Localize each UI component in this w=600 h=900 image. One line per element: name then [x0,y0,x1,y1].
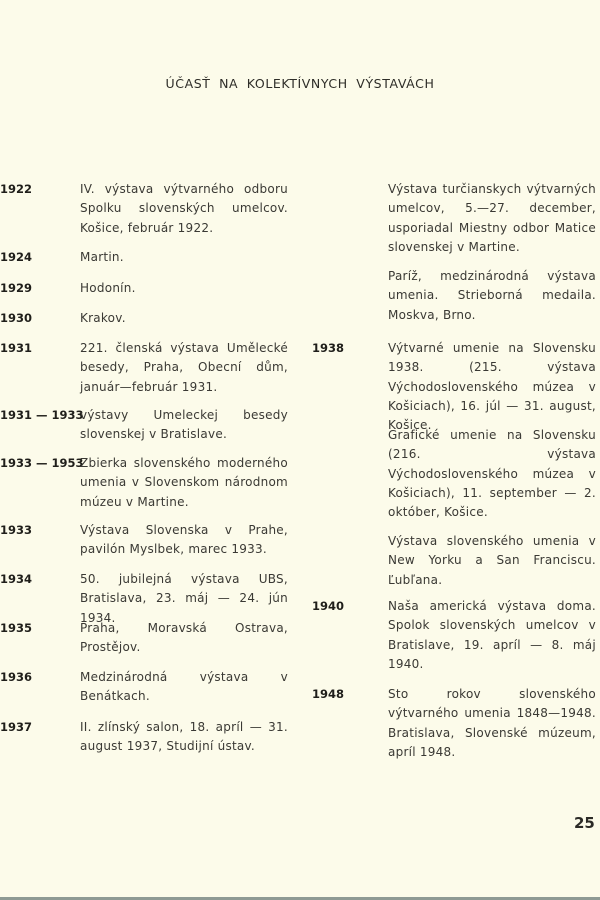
entry-text: Hodonín. [80,281,136,295]
entry-year: 1933 [0,523,33,537]
entry-text: Grafické umenie na Slovensku (216. výstava Východoslovenského múzea v Košiciach), 11. september — 2. október, Košice. [388,428,596,520]
entry-year: 1937 [0,720,33,734]
page-title: ÚČASŤ NA KOLEKTÍVNYCH VÝSTAVÁCH [165,76,435,91]
entry-year: 1935 [0,621,33,635]
entry-text: Výstava turčianskych výtvarných umelcov, 5.—27. december, usporiadal Miestny odbor Matice slovenskej v Martine. [388,182,596,254]
entry-text: Naša americká výstava doma. Spolok slovenských umelcov v Bratislave, 19. apríl — 8. máj 1940. [388,599,596,671]
entry-text: Výstava Slovenska v Prahe, pavilón Myslbek, marec 1933. [80,523,288,557]
entry-text: 50. jubilejná výstava UBS, Bratislava, 23. máj — 24. jún 1934. [80,572,288,625]
entry-text: 221. členská výstava Umělecké besedy, Praha, Obecní dům, január—február 1931. [80,341,288,394]
entry-text: výstavy Umeleckej besedy slovenskej v Bratislave. [80,408,288,442]
entry-text: Výstava slovenského umenia v New Yorku a San Franciscu. Ľubľana. [388,534,596,587]
entry-text: Praha, Moravská Ostrava, Prostějov. [80,621,288,655]
entry-text: Sto rokov slovenského výtvarného umenia 1848—1948. Bratislava, Slovenské múzeum, apríl 1948. [388,687,596,759]
entry-year: 1938 [312,341,345,355]
entry-year: 1922 [0,182,33,196]
entry-text: Krakov. [80,311,126,325]
entry-text: Martin. [80,250,124,264]
entry-year: 1929 [0,281,33,295]
entry-text: Zbierka slovenského moderného umenia v Slovenskom národnom múzeu v Martine. [80,456,288,509]
entry-text: IV. výstava výtvarného odboru Spolku slovenských umelcov. Košice, február 1922. [80,182,288,235]
entry-text: Medzinárodná výstava v Benátkach. [80,670,288,704]
entry-year: 1931 [0,341,33,355]
entry-text: Výtvarné umenie na Slovensku 1938. (215. výstava Východoslovenského múzea v Košiciach), 16. júl — 31. august, Košice. [388,341,596,433]
entry-year: 1933 — 1953 [0,456,84,470]
entry-year: 1930 [0,311,33,325]
entry-year: 1948 [312,687,345,701]
entry-year: 1936 [0,670,33,684]
entry-year: 1940 [312,599,345,613]
entry-text: II. zlínský salon, 18. apríl — 31. august 1937, Studijní ústav. [80,720,288,754]
entry-year: 1924 [0,250,33,264]
entry-text: Paríž, medzinárodná výstava umenia. Strieborná medaila. Moskva, Brno. [388,269,596,322]
page-number: 25 [574,814,595,832]
entry-year: 1934 [0,572,33,586]
entry-year: 1931 — 1933 [0,408,84,422]
